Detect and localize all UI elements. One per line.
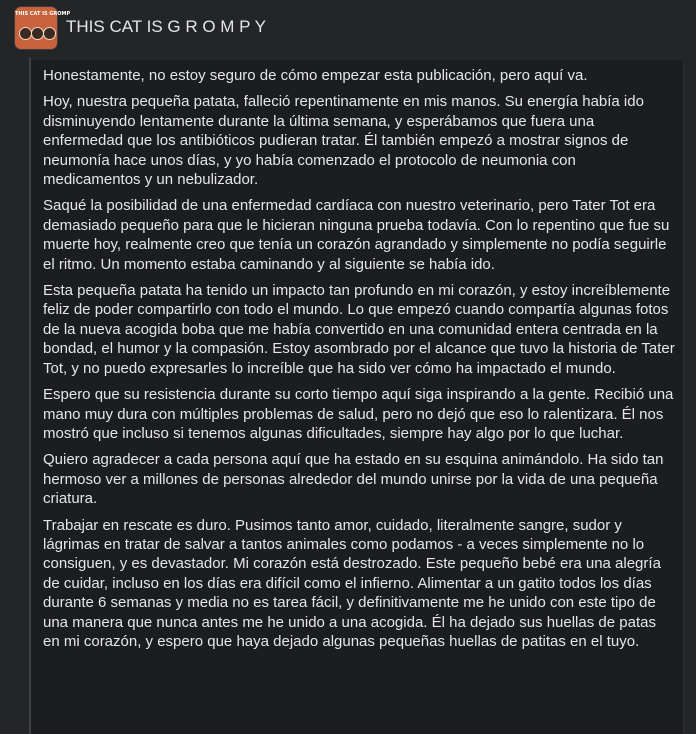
post-paragraph: Esta pequeña patata ha tenido un impacto tan profundo en mi corazón, y estoy increíblemente feliz de poder compartirlo con todo el mundo. Lo que empezó cuando compartía algunas fotos de la nueva acogida boba que me había convertido en una comunidad entera centrada en la bondad, el humor y la compasión. Estoy asombrado por el alcance que tuvo la historia de Tater Tot, y no puedo expresarles lo increíble que ha sido ver cómo ha impactado el mundo.: [43, 282, 675, 377]
cat-icon: [43, 27, 56, 40]
post-paragraph: Saqué la posibilidad de una enfermedad cardíaca con nuestro veterinario, pero Tater Tot era demasiado pequeño para que le hicieran ninguna prueba todavía. Con lo repentino que fue su muerte hoy, realmente creo que tenía un corazón agrandado y simplemente no podía seguirle el ritmo. Un momento estaba caminando y al siguiente se había ido.: [43, 197, 670, 273]
post-body: [43, 66, 675, 658]
post-paragraph: Espero que su resistencia durante su corto tiempo aquí siga inspirando a la gente. Recibió una mano muy dura con múltiples problemas de salud, pero no dejó que eso lo ralentizara. Él nos mostró que incluso si tenemos algunas dificultades, siempre hay algo por lo que luchar.: [43, 386, 674, 442]
group-name[interactable]: THIS CAT IS G R O M P Y: [66, 17, 266, 36]
group-header: [0, 0, 696, 58]
group-avatar[interactable]: [14, 6, 71, 50]
post-paragraph: Quiero agradecer a cada persona aquí que ha estado en su esquina animándolo. Ha sido tan hermoso ver a millones de personas alrededor del mundo unirse por la vida de una pequeña criatura.: [43, 451, 664, 508]
post-paragraph: Honestamente, no estoy seguro de cómo empezar esta publicación, pero aquí va.: [43, 67, 588, 84]
post-paragraph: Hoy, nuestra pequeña patata, falleció repentinamente en mis manos. Su energía había ido disminuyendo lentamente durante la última semana, y esperábamos que fuera una enfermedad que los antibióticos pudieran tratar. Él también empezó a mostrar signos de neumonía hace unos días, y yo había comenzado el protocolo de neumonia con medicamentos y un nebulizador.: [43, 93, 644, 189]
post-paragraph: Trabajar en rescate es duro. Pusimos tanto amor, cuidado, literalmente sangre, sudor y lágrimas en tratar de salvar a tantos animales como podamos - a veces simplemente no lo consiguen, y es devastador. Mi corazón está destrozado. Este pequeño bebé era una alegría de cuidar, incluso en los días era difícil como el infierno. Alimentar a un gatito todos los días durante 6 semanas y media no es tarea fácil, y definitivamente me he unido con este tipo de una manera que nunca antes me he unido a una acogida. Él ha dejado sus huellas de patas en mi corazón, y espero que haya dejado algunas pequeñas huellas de patitas en el tuyo.: [43, 516, 661, 650]
post-container: [31, 60, 684, 734]
avatar-logo-text: THIS CAT IS GROMP: [15, 11, 71, 17]
